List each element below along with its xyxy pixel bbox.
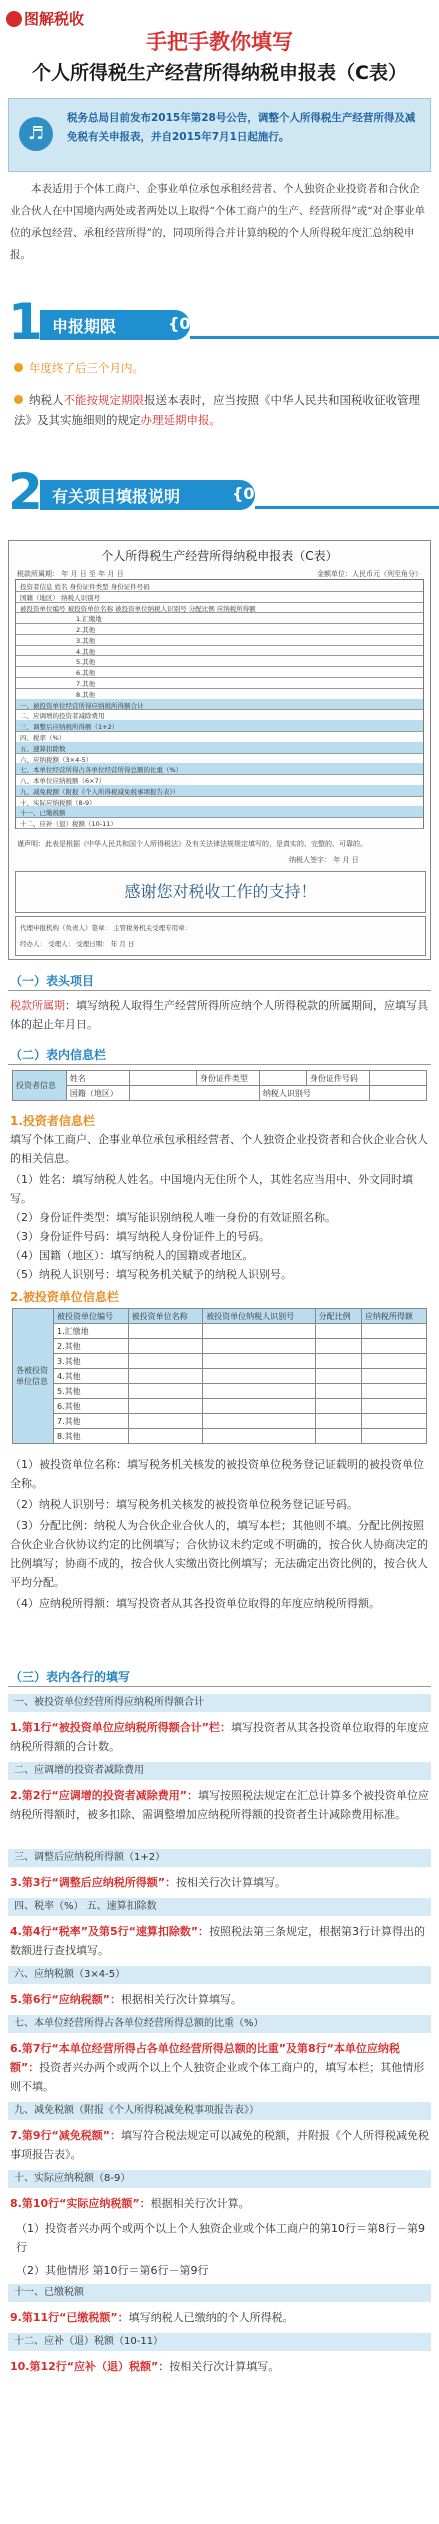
form-agent2: 经办人： 受理人： 受理日期： 年 月 日	[20, 940, 135, 948]
row-explain: 1.第1行“被投资单位应纳税所得额合计”栏：填写投资者从其各投资单位取得的年度应纳税所得额的合计数。	[10, 1721, 429, 1753]
section2-label: 有关项目填报说明	[52, 487, 181, 506]
section2-banner	[0, 463, 439, 521]
list-item: （2）身份证件类型：填写能识别纳税人唯一身份的有效证照名称。	[10, 1211, 336, 1224]
page-subtitle: 个人所得税生产经营所得纳税申报表（C表）	[32, 62, 407, 84]
form-row-label: 五、速算扣除数	[20, 744, 66, 753]
table-row: 6.其他	[13, 1399, 427, 1414]
unit-table-header: 被投资单位名称	[128, 1309, 203, 1324]
form-row-label: 十二、应补（退）税额（10-11）	[20, 820, 117, 829]
section1-banner	[0, 293, 439, 351]
table-row: 8.其他	[13, 1429, 427, 1444]
logo-icon	[6, 11, 22, 27]
list-item: （5）纳税人识别号：填写税务机关赋予的纳税人识别号。	[10, 1268, 292, 1281]
row-bar: 二、应调增的投资者减除费用	[8, 1762, 431, 1780]
page-title: 手把手教你填写	[146, 30, 293, 54]
row-bar: 十、实际应纳税额（8-9）	[8, 2170, 431, 2188]
notice-box	[8, 98, 431, 172]
form-sign: 纳税人签字： 年 月 日	[289, 856, 359, 864]
intro-text: 本表适用于个体工商户、企事业单位承包承租经营者、个人独资企业投资者和合伙企业合伙人在中国境内两处或者两处以上取得“个体工商户的生产、经营所得”或“对企事业单位的承包经营、承租经营所得”的，同项所得合并计算纳税的个人所得税年度汇总纳税申报。	[10, 183, 426, 261]
notice-text: 税务总局目前发布2015年第28号公告，调整个人所得税生产经营所得及减免税有关申报表，并自2015年7月1日起施行。	[67, 112, 416, 143]
form-row-label: 7.其他	[76, 680, 96, 689]
form-row-label: 被投资单位编号 被投资单位名称 被投资单位纳税人识别号 分配比例 应纳税所得额	[20, 604, 256, 613]
form-row-label: 2.其他	[76, 626, 96, 635]
form-period: 税款所属期： 年 月 日 至 年 月 日	[17, 570, 124, 578]
form-row-label: 3.其他	[76, 636, 96, 645]
list-item: （3）身份证件号码：填写纳税人身份证件上的号码。	[10, 1230, 270, 1243]
unit-table-header: 应纳税所得额	[361, 1309, 426, 1324]
form-grid	[15, 579, 424, 829]
list-item: （4）应纳税所得额：填写投资者从其各投资单位取得的年度应纳税所得额。	[10, 1597, 380, 1610]
form-agent: 代理申报机构（负责人）签章： 主管税务机关受理专用章：	[20, 924, 192, 932]
section1-line	[190, 336, 439, 339]
form-row-label: 四、税率（%）	[20, 733, 66, 742]
section1-number: 1	[8, 293, 43, 351]
form-row-label: 6.其他	[76, 669, 96, 678]
section2-line	[255, 506, 439, 509]
list-item: （1）姓名：填写纳税人姓名。中国境内无住所个人，其姓名应当用中、外文同时填写。	[10, 1173, 413, 1205]
form-unit: 金额单位：人民币元（列至角分）	[317, 570, 422, 578]
unit-table-header: 被投资单位纳税人识别号	[203, 1309, 315, 1324]
sub2-label: （二）表内信息栏	[10, 1048, 107, 1062]
unit-table	[12, 1308, 427, 1444]
table-row: 4.其他	[13, 1369, 427, 1384]
row-bar: 三、调整后应纳税所得额（1+2）	[8, 1849, 431, 1867]
row-explain: 10.第12行“应补（退）税额”：按相关行次计算填写。	[10, 2360, 280, 2373]
form-row-label: 8.其他	[76, 690, 96, 699]
bullet-dot-icon	[14, 395, 23, 404]
row-explain: 9.第11行“已缴税额”：填写纳税人已缴纳的个人所得税。	[10, 2311, 294, 2324]
investor-list	[10, 1170, 429, 1284]
section2-icon: {0	[232, 484, 255, 503]
row-explain: 2.第2行“应调增的投资者减除费用”：填写按照税法规定在汇总计算多个被投资单位应纳税所得额时，被多扣除、需调整增加应纳税所得额的投资者生计减除费用标准。	[10, 1789, 429, 1821]
section1-icon: {0	[168, 314, 191, 333]
row-bar: 六、应纳税额（3×4-5）	[8, 1966, 431, 1984]
form-row-label: 十、实际应纳税额（8-9）	[20, 798, 96, 807]
table-row: 1.汇缴地	[13, 1324, 427, 1339]
unit-table-header: 分配比例	[315, 1309, 361, 1324]
form-row	[16, 817, 423, 829]
divider	[8, 990, 431, 991]
speaker-icon: ♬	[19, 117, 53, 151]
list-item: （3）分配比例：纳税人为合伙企业合伙人的，填写本栏；其他则不填。分配比例按照合伙企业合伙协议约定的比例填写；合伙协议未约定或不明确的，按合伙人协商决定的比例填写；协商不成的，按合伙人实缴出资比例填写；无法确定出资比例的，按合伙人平均分配。	[10, 1519, 428, 1589]
row-bar: 四、税率（%） 五、速算扣除数	[8, 1898, 431, 1916]
info-table: 投资者信息 姓名 身份证件类型 身份证件号码 国籍（地区） 纳税人识别号	[12, 1070, 427, 1101]
row-plain: （2）其他情形 第10行＝第6行－第9行	[16, 2264, 209, 2277]
investor-heading: 1.投资者信息栏	[10, 1114, 95, 1128]
row-bar: 一、被投资单位经营所得应纳税所得额合计	[8, 1694, 431, 1712]
row-explain: 5.第6行“应纳税额”：根据相关行次计算填写。	[10, 1993, 242, 2006]
row-bar: 十二、应补（退）税额（10-11）	[8, 2333, 431, 2351]
form-preview	[8, 540, 431, 960]
sub1-label: （一）表头项目	[10, 974, 95, 988]
unit-table-header: 被投资单位编号	[54, 1309, 129, 1324]
form-row-label: 一、被投资单位经营所得应纳税所得额合计	[20, 701, 144, 710]
form-agent-area	[15, 916, 426, 956]
form-row-label: 1.汇缴地	[76, 615, 102, 624]
list-item: （4）国籍（地区）：填写纳税人的国籍或者地区。	[10, 1249, 254, 1262]
unit-heading: 2.被投资单位信息栏	[10, 1290, 119, 1304]
row-explain: 7.第9行“减免税额”：填写符合税法规定可以减免的税额，并附报《个人所得税减免税事项报告表》。	[10, 2129, 429, 2161]
form-row-label: 国籍（地区） 纳税人识别号	[20, 593, 101, 602]
investor-paragraph: 填写个体工商户、企事业单位承包承租经营者、个人独资企业投资者和合伙企业合伙人的相关信息。	[10, 1133, 428, 1165]
bullet-dot-icon	[14, 363, 23, 372]
sub3-label: （三）表内各行的填写	[10, 1670, 131, 1684]
row-bar: 十一、已缴税额	[8, 2284, 431, 2302]
unit-list	[10, 1455, 429, 1615]
list-item: （1）被投资单位名称：填写税务机关核发的被投资单位税务登记证载明的被投资单位全称。	[10, 1458, 424, 1490]
period-paragraph: 税款所属期：填写纳税人取得生产经营所得所应纳个人所得税款的所属期间，应填写具体的起止年月日。	[10, 999, 428, 1031]
form-row-label: 七、本单位经营所得占各单位经营所得总额的比重（%）	[20, 766, 183, 775]
row-explain: 3.第3行“调整后应纳税所得额”：按相关行次计算填写。	[10, 1876, 286, 1889]
divider	[8, 1686, 431, 1687]
table-row: 7.其他	[13, 1414, 427, 1429]
form-row-label: 三、调整后应纳税所得额（1+2）	[20, 723, 119, 732]
s1-bullet-1: 年度终了后三个月内。	[14, 358, 424, 378]
row-plain: （1）投资者兴办两个或两个以上个人独资企业或个体工商户的第10行＝第8行－第9行	[16, 2222, 425, 2254]
section2-number: 2	[8, 463, 43, 521]
row-explain: 4.第4行“税率”及第5行“速算扣除数”：按照税法第三条规定，根据第3行计算得出的数额进行查找填写。	[10, 1925, 426, 1957]
brand-text: 图解税收	[24, 10, 85, 28]
unit-side-label: 各被投资单位信息	[13, 1309, 54, 1444]
form-row-label: 十一、已缴税额	[20, 809, 66, 818]
form-title: 个人所得税生产经营所得纳税申报表（C表）	[101, 549, 338, 563]
row-explain: 6.第7行“本单位经营所得占各单位经营所得总额的比重”及第8行“本单位应纳税额”：投资者兴办两个或两个以上个人独资企业或个体工商户的，填写本栏；其他情形则不填。	[10, 2042, 425, 2093]
form-row-label: 八、本单位应纳税额（6×7）	[20, 777, 106, 786]
form-thanks: 感谢您对税收工作的支持！	[15, 871, 426, 913]
form-row-label: 六、应纳税额（3×4-5）	[20, 755, 93, 764]
table-row: 5.其他	[13, 1384, 427, 1399]
table-row: 3.其他	[13, 1354, 427, 1369]
table-row: 2.其他	[13, 1339, 427, 1354]
form-row-label: 二、应调增的投资者减除费用	[20, 712, 105, 721]
form-declare: 谨声明：此表是根据《中华人民共和国个人所得税法》及有关法律法规规定填写的，是真实的、完整的、可靠的。	[17, 840, 367, 848]
row-bar: 七、本单位经营所得占各单位经营所得总额的比重（%）	[8, 2015, 431, 2033]
form-row-label: 九、减免税额（附报《个人所得税减免税事项报告表》）	[20, 787, 180, 796]
form-row-label: 4.其他	[76, 647, 96, 656]
form-row-label: 投资者信息 姓名 身份证件类型 身份证件号码	[20, 583, 150, 591]
row-bar: 九、减免税额（附报《个人所得税减免税事项报告表》）	[8, 2102, 431, 2120]
divider	[8, 1064, 431, 1065]
list-item: （2）纳税人识别号：填写税务机关核发的被投资单位税务登记证号码。	[10, 1498, 358, 1511]
s1-bullet-2: 纳税人不能按规定期限报送本表时，应当按照《中华人民共和国税收征收管理法》及其实施细则的规定办理延期申报。	[14, 393, 420, 427]
form-row-label: 5.其他	[76, 658, 96, 667]
section1-label: 申报期限	[52, 317, 117, 336]
row-explain: 8.第10行“实际应纳税额”：根据相关行次计算。	[10, 2197, 250, 2210]
info-head: 投资者信息	[13, 1071, 67, 1101]
